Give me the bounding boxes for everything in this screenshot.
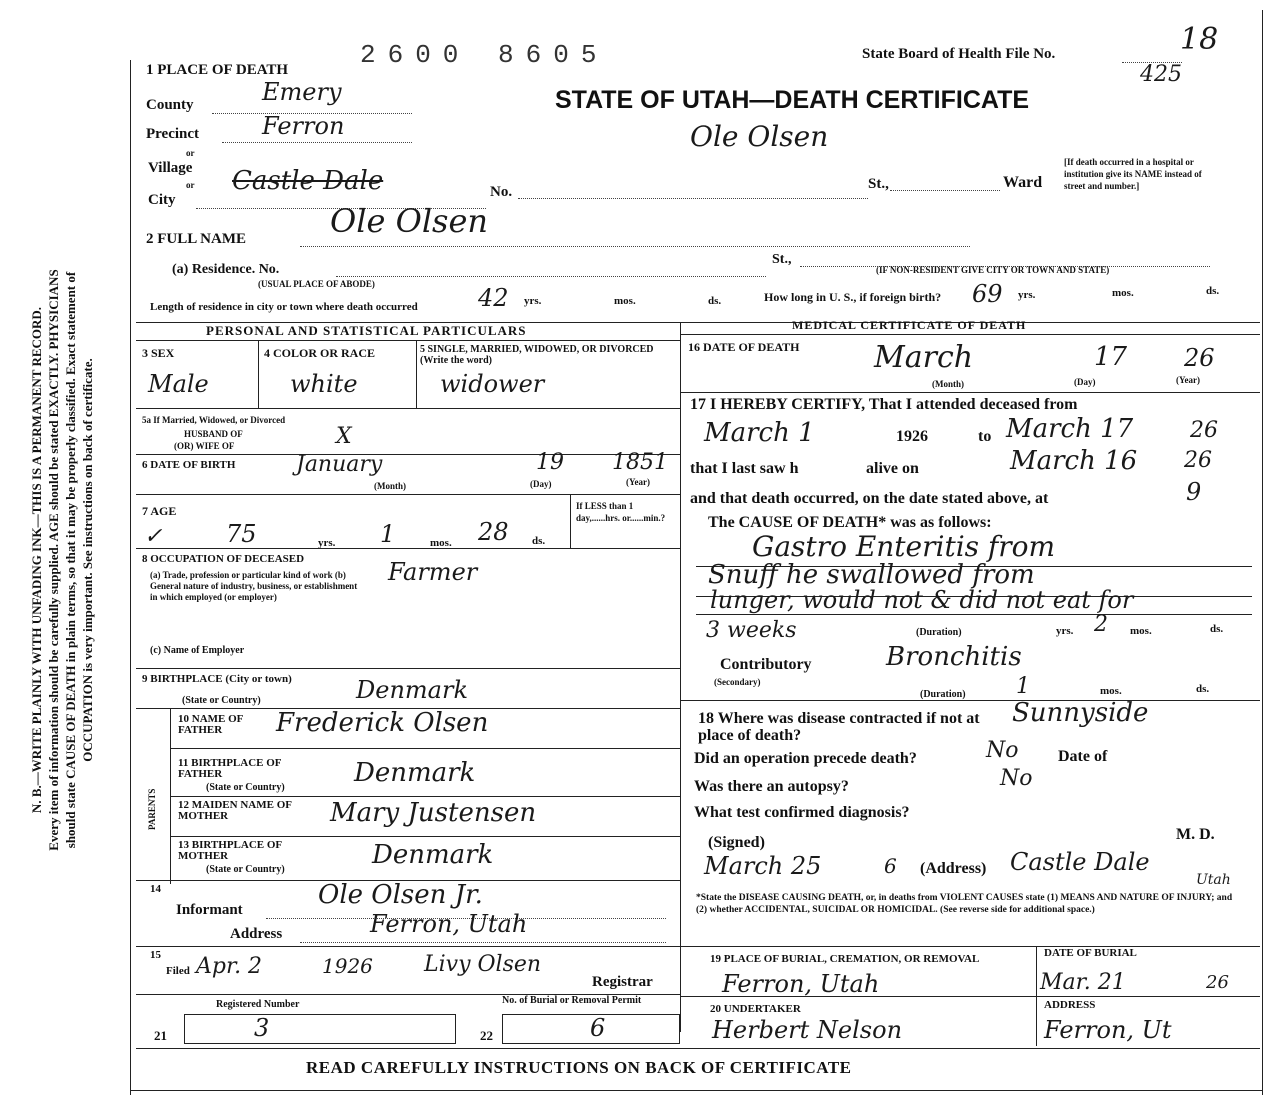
father-name: Frederick Olsen bbox=[276, 708, 489, 738]
county-label: County bbox=[146, 97, 194, 113]
cause-line-4: 3 weeks bbox=[706, 618, 797, 643]
city-label: City bbox=[148, 192, 176, 208]
board-file-label: State Board of Health File No. bbox=[862, 46, 1056, 62]
filed-date: Apr. 2 bbox=[196, 954, 263, 979]
operation-value: No bbox=[986, 738, 1019, 763]
occupation-value: Farmer bbox=[388, 558, 478, 586]
us-years: 69 bbox=[972, 280, 1003, 308]
precinct-label: Precinct bbox=[146, 126, 200, 142]
side-note-line: Every item of information should be carefully supplied. AGE should be stated EXACTLY. PHYSICIANS bbox=[46, 269, 61, 851]
village-label: Village bbox=[148, 160, 193, 176]
filed-year: 1926 bbox=[322, 954, 373, 978]
dob-month: January bbox=[296, 452, 383, 477]
ward-note: [If death occurred in a hospital or institution give its NAME instead of street and number.] bbox=[1064, 157, 1202, 191]
death-year: 26 bbox=[1184, 344, 1215, 372]
age-years: 75 bbox=[226, 520, 257, 548]
age-months: 1 bbox=[380, 520, 396, 548]
registrar-signature: Livy Olsen bbox=[424, 952, 542, 977]
birthplace-value: Denmark bbox=[356, 676, 468, 704]
parents-label: PARENTS bbox=[147, 788, 157, 830]
side-note-line: N. B.—WRITE PLAINLY WITH UNFADING INK—THIS IS A PERMANENT RECORD. bbox=[29, 306, 44, 814]
file-number-top: 18 bbox=[1180, 22, 1219, 57]
autopsy-value: No bbox=[1000, 766, 1033, 791]
registered-number: 3 bbox=[254, 1014, 270, 1042]
full-name-label: 2 FULL NAME bbox=[146, 231, 247, 247]
city-value: Castle Dale bbox=[232, 166, 384, 196]
sex-value: Male bbox=[148, 370, 209, 398]
us-residence-label: How long in U. S., if foreign birth? bbox=[764, 290, 942, 304]
full-name-value: Ole Olsen bbox=[330, 202, 489, 240]
cause-line-3: lunger, would not & did not eat for bbox=[710, 586, 1134, 614]
death-time: 9 bbox=[1186, 478, 1202, 506]
dob-year: 1851 bbox=[612, 450, 668, 475]
bottom-border bbox=[130, 1090, 1262, 1091]
side-instructions bbox=[28, 30, 96, 1090]
name-written: Ole Olsen bbox=[690, 120, 829, 153]
color-value: white bbox=[290, 370, 358, 398]
right-border bbox=[1262, 10, 1263, 1095]
father-birthplace: Denmark bbox=[354, 758, 476, 788]
contributory-cause: Bronchitis bbox=[886, 642, 1022, 672]
attended-from: March 1 bbox=[704, 418, 815, 448]
age-days: 28 bbox=[478, 518, 509, 546]
informant-name: Ole Olsen Jr. bbox=[318, 880, 483, 910]
certify-text: 17 I HEREBY CERTIFY, That I attended deceased from bbox=[690, 396, 1078, 413]
burial-permit-number: 6 bbox=[590, 1014, 606, 1042]
residence-label: (a) Residence. No. bbox=[172, 262, 280, 277]
precinct-value: Ferron bbox=[262, 112, 345, 140]
cause-line-1: Gastro Enteritis from bbox=[752, 530, 1056, 563]
place-of-death-label: 1 PLACE OF DEATH bbox=[146, 62, 289, 78]
stamp-number: 2600 8605 bbox=[360, 40, 609, 70]
marital-value: widower bbox=[440, 370, 545, 398]
burial-date: Mar. 21 bbox=[1040, 970, 1126, 995]
undertaker-name: Herbert Nelson bbox=[712, 1016, 903, 1044]
footer-instructions: READ CAREFULLY INSTRUCTIONS ON BACK OF CERTIFICATE bbox=[306, 1058, 852, 1077]
side-note-line: should state CAUSE OF DEATH in plain terms, so that it may be properly classified. Exact statement of bbox=[63, 271, 78, 849]
personal-heading: PERSONAL AND STATISTICAL PARTICULARS bbox=[206, 323, 527, 338]
left-border bbox=[130, 60, 131, 1095]
death-month: March bbox=[874, 340, 974, 375]
dob-day: 19 bbox=[536, 450, 564, 475]
spouse-value: X bbox=[336, 424, 352, 449]
cause-note: *State the DISEASE CAUSING DEATH, or, in deaths from VIOLENT CAUSES state (1) MEANS AND NATURE OF INJURY; and (2) whether ACCIDENTAL, SUICIDAL OR HOMICIDAL. (See reverse side for additional space.) bbox=[696, 893, 1233, 915]
mother-birthplace: Denmark bbox=[372, 840, 494, 870]
mother-name: Mary Justensen bbox=[330, 798, 537, 828]
informant-address: Ferron, Utah bbox=[370, 910, 528, 938]
side-note-line: OCCUPATION is very important. See instructions on back of certificate. bbox=[80, 358, 95, 762]
physician-address: Castle Dale bbox=[1010, 848, 1150, 876]
death-day: 17 bbox=[1094, 342, 1128, 372]
length-years: 42 bbox=[478, 284, 509, 312]
burial-place: Ferron, Utah bbox=[722, 970, 880, 998]
signed-date: March 25 bbox=[704, 852, 822, 880]
disease-place-label: 18 Where was disease contracted if not at place of death? bbox=[698, 710, 980, 744]
last-seen-date: March 16 bbox=[1010, 446, 1138, 476]
length-residence-label: Length of residence in city or town where death occurred bbox=[150, 301, 418, 313]
undertaker-address: Ferron, Ut bbox=[1044, 1016, 1172, 1044]
attended-to: March 17 bbox=[1006, 414, 1134, 444]
disease-place: Sunnyside bbox=[1012, 698, 1149, 728]
file-number: 425 bbox=[1140, 62, 1182, 87]
medical-heading: MEDICAL CERTIFICATE OF DEATH bbox=[792, 318, 1027, 332]
county-value: Emery bbox=[262, 78, 342, 106]
cause-line-2: Snuff he swallowed from bbox=[708, 560, 1035, 590]
ward-label: Ward bbox=[1003, 174, 1043, 191]
page-title: STATE OF UTAH—DEATH CERTIFICATE bbox=[555, 86, 1030, 114]
